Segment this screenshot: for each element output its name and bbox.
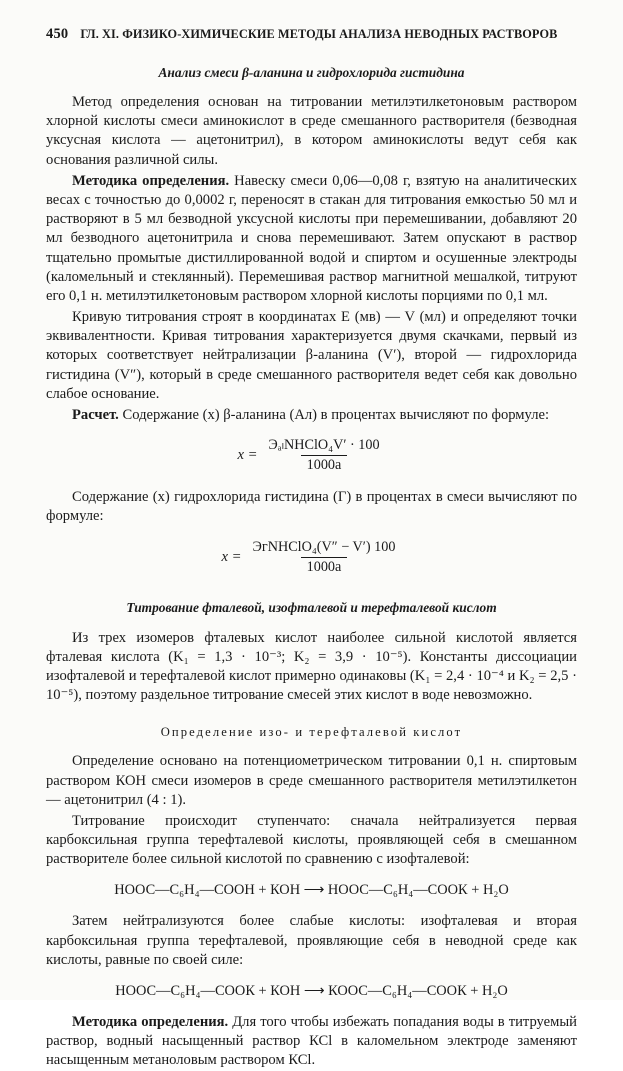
paragraph-determination-basis: Определение основано на потенциометрическом титровании 0,1 н. спиртовым раствором КОН смеси изомеров в среде смешанного растворителя метилэтилкетон — ацетонитрил (4 : 1). <box>46 753 577 808</box>
page-header <box>46 26 577 43</box>
formula-histidine-denominator: 1000a <box>301 557 348 576</box>
page-number: 450 <box>46 26 69 42</box>
section-title-phthalic: Титрование фталевой, изофталевой и терефталевой кислот <box>126 599 497 615</box>
paragraph-isomers: Из трех изомеров фталевых кислот наиболее сильной кислотой является фталевая кислота (K₁ = 1,3 · 10⁻³; K₂ = 3,9 · 10⁻⁵). Константы диссоциации изофталевой и терефталевой кислот примерно одинаковы (K₁ = 2,4 · 10⁻⁴ и K₂ = 2,5 · 10⁻⁵), поэтому раздельное титрование смесей этих кислот в воде невозможно. <box>46 629 577 704</box>
paragraph-weak-acids: Затем нейтрализуются более слабые кислоты: изофталевая и вторая карбоксильная группа терефталевой, проявляющие себя в неводной среде как кислоты, равные по своей силе: <box>46 913 577 968</box>
formula-alanine-numerator: ЭₐₗNНClO₄V′ · 100 <box>268 437 380 454</box>
formula-histidine <box>46 539 577 576</box>
calculation-text: Содержание (x) β-аланина (Ал) в процентах вычисляют по формуле: <box>118 407 550 423</box>
paragraph-procedure-1 <box>46 172 577 306</box>
formula-histidine-numerator: ЭгNНClO₄(V″ − V′) 100 <box>252 538 396 555</box>
formula-histidine-lhs: x = <box>221 548 242 565</box>
procedure-text-1: Навеску смеси 0,06—0,08 г, взятую на аналитических весах с точностью до 0,0002 г, переносят в стакан для титрования емкостью 50 мл и растворяют в 5 мл безводной уксусной кислоты при перемешивании, добавляют 20 мл безводного ацетонитрила и снова перемешивают. Затем опускают в раствор тщательно промытые дистиллированной водой и спиртом и осушенные электроды (каломельный и стеклянный). Перемешивая раствор магнитной мешалкой, титруют его 0,1 н. метилэтилкетоновым раствором хлорной кислоты порциями по 0,1 мл. <box>46 172 577 304</box>
section-title-aminoacids: Анализ смеси β-аланина и гидрохлорида гистидина <box>158 65 465 80</box>
reaction-equation-2: НООС—С₆Н₄—СООК + КОН ⟶ КООС—С₆Н₄—СООК + Н₂О <box>115 983 508 999</box>
formula-alanine-lhs: x = <box>237 447 258 464</box>
paragraph-calculation <box>46 406 577 425</box>
procedure-text-2: Для того чтобы избежать попадания воды в титруемый раствор, водный насыщенный раствор КСl в каломельном электроде заменяют насыщенным метаноловым раствором КСl. <box>46 1014 577 1069</box>
procedure-lead-1: Методика определения. <box>72 172 230 189</box>
calculation-lead: Расчет. <box>72 407 119 423</box>
paragraph-stepwise-titration: Титрование происходит ступенчато: сначала нейтрализуется первая карбоксильная группа терефталевой кислоты, проявляющей себя в смешанном растворителе более сильной кислотой по сравнению с изофталевой: <box>46 812 577 868</box>
formula-alanine <box>46 437 577 474</box>
procedure-lead-2: Методика определения. <box>72 1014 229 1030</box>
paragraph-procedure-2 <box>46 1013 577 1071</box>
formula-alanine-denominator: 1000a <box>301 455 348 474</box>
formula-alanine-fraction <box>262 437 385 474</box>
subsection-title-determination: Определение изо- и терефталевой кислот <box>160 725 463 740</box>
paragraph-method-basis: Метод определения основан на титровании метилэтилкетоновым раствором хлорной кислоты смеси аминокислот в среде смешанного растворителя (безводная уксусная кислота — ацетонитрил), в котором аминокислоты ведут себя как основания различной силы. <box>46 94 577 168</box>
paragraph-titration-curve: Кривую титрования строят в координатах E (мв) — V (мл) и определяют точки эквивалентности. Кривая титрования характеризуется двумя скачками, первый из которых соответствует нейтрализации β-аланина (V′), второй — гидрохлорида гистидина (V″), который в среде смешанного растворителя ведет себя как довольно слабое основание. <box>46 309 577 402</box>
reaction-equation-1: НООС—С₆Н₄—СООН + КОН ⟶ НООС—С₆Н₄—СООК + Н₂О <box>114 882 509 899</box>
running-head: ГЛ. XI. ФИЗИКО-ХИМИЧЕСКИЕ МЕТОДЫ АНАЛИЗА НЕВОДНЫХ РАСТВОРОВ <box>80 27 558 41</box>
paragraph-histidine-content: Содержание (x) гидрохлорида гистидина (Г) в процентах в смеси вычисляют по формуле: <box>46 489 577 525</box>
formula-histidine-fraction <box>247 539 402 576</box>
